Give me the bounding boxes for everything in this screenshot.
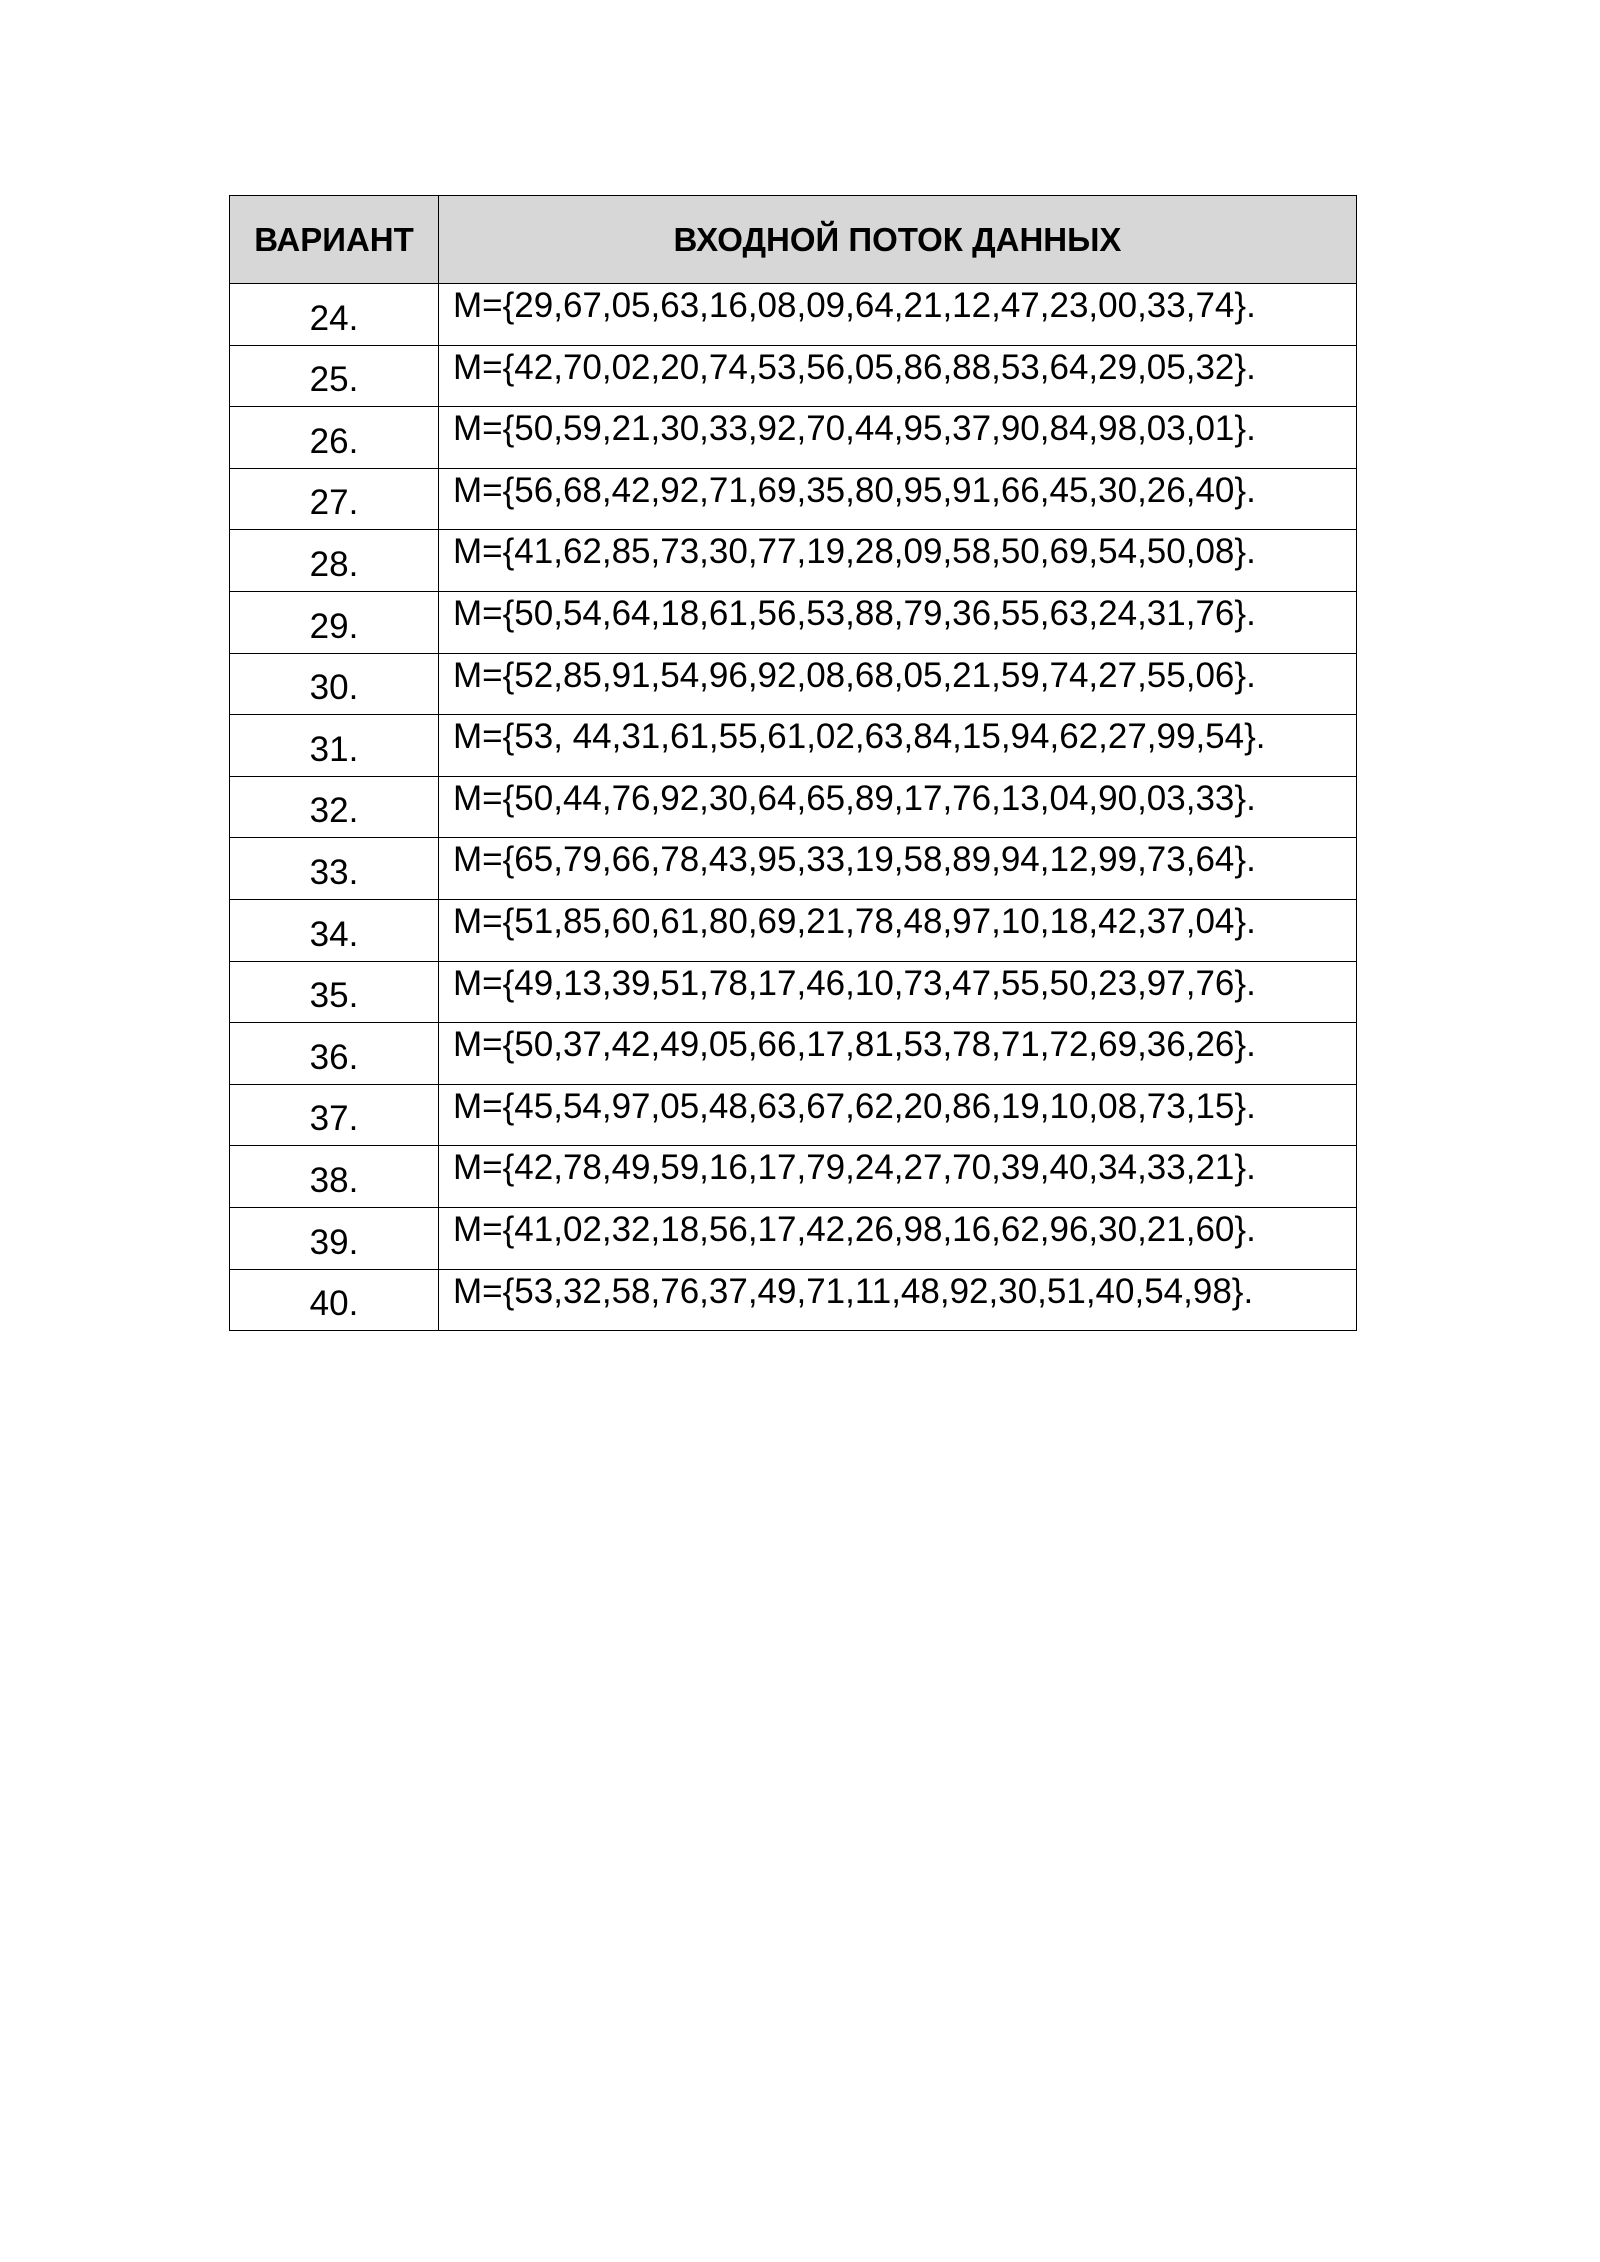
input-stream: M={49,13,39,51,78,17,46,10,73,47,55,50,23,97,76}. (439, 961, 1357, 1023)
input-stream: M={42,78,49,59,16,17,79,24,27,70,39,40,34,33,21}. (439, 1146, 1357, 1208)
input-stream: M={50,37,42,49,05,66,17,81,53,78,71,72,69,36,26}. (439, 1023, 1357, 1085)
variant-number: 28. (230, 530, 439, 592)
input-stream: M={29,67,05,63,16,08,09,64,21,12,47,23,00,33,74}. (439, 284, 1357, 346)
input-stream: M={50,59,21,30,33,92,70,44,95,37,90,84,98,03,01}. (439, 407, 1357, 469)
table-row (230, 345, 1357, 407)
input-stream: M={42,70,02,20,74,53,56,05,86,88,53,64,29,05,32}. (439, 345, 1357, 407)
variant-number: 35. (230, 961, 439, 1023)
input-stream: M={50,54,64,18,61,56,53,88,79,36,55,63,24,31,76}. (439, 591, 1357, 653)
table-row (230, 1084, 1357, 1146)
table-row (230, 1146, 1357, 1208)
table-row (230, 468, 1357, 530)
input-stream: M={52,85,91,54,96,92,08,68,05,21,59,74,27,55,06}. (439, 653, 1357, 715)
input-stream: M={53,32,58,76,37,49,71,11,48,92,30,51,40,54,98}. (439, 1269, 1357, 1331)
table-row (230, 776, 1357, 838)
table-row (230, 899, 1357, 961)
table-row (230, 284, 1357, 346)
table-row (230, 961, 1357, 1023)
table-header (230, 196, 1357, 284)
table-row (230, 530, 1357, 592)
header-variant: ВАРИАНТ (230, 196, 439, 284)
header-input-stream: ВХОДНОЙ ПОТОК ДАННЫХ (439, 196, 1357, 284)
input-stream: M={41,62,85,73,30,77,19,28,09,58,50,69,54,50,08}. (439, 530, 1357, 592)
input-stream: M={53, 44,31,61,55,61,02,63,84,15,94,62,27,99,54}. (439, 715, 1357, 777)
variant-number: 40. (230, 1269, 439, 1331)
variant-number: 30. (230, 653, 439, 715)
variant-number: 25. (230, 345, 439, 407)
table-row (230, 653, 1357, 715)
variant-number: 38. (230, 1146, 439, 1208)
variant-number: 36. (230, 1023, 439, 1085)
input-stream: M={45,54,97,05,48,63,67,62,20,86,19,10,08,73,15}. (439, 1084, 1357, 1146)
table-row (230, 591, 1357, 653)
variant-number: 39. (230, 1207, 439, 1269)
table-row (230, 1023, 1357, 1085)
table-body (230, 284, 1357, 1331)
variant-number: 32. (230, 776, 439, 838)
variant-number: 33. (230, 838, 439, 900)
variants-table (229, 195, 1357, 1331)
variant-number: 29. (230, 591, 439, 653)
input-stream: M={56,68,42,92,71,69,35,80,95,91,66,45,30,26,40}. (439, 468, 1357, 530)
table-row (230, 407, 1357, 469)
variant-number: 37. (230, 1084, 439, 1146)
input-stream: M={50,44,76,92,30,64,65,89,17,76,13,04,90,03,33}. (439, 776, 1357, 838)
table-row (230, 1269, 1357, 1331)
variant-number: 26. (230, 407, 439, 469)
table-row (230, 1207, 1357, 1269)
input-stream: M={51,85,60,61,80,69,21,78,48,97,10,18,42,37,04}. (439, 899, 1357, 961)
input-stream: M={65,79,66,78,43,95,33,19,58,89,94,12,99,73,64}. (439, 838, 1357, 900)
header-row (230, 196, 1357, 284)
variant-number: 34. (230, 899, 439, 961)
variant-number: 27. (230, 468, 439, 530)
variant-number: 31. (230, 715, 439, 777)
table-row (230, 715, 1357, 777)
variant-number: 24. (230, 284, 439, 346)
input-stream: M={41,02,32,18,56,17,42,26,98,16,62,96,30,21,60}. (439, 1207, 1357, 1269)
table-row (230, 838, 1357, 900)
